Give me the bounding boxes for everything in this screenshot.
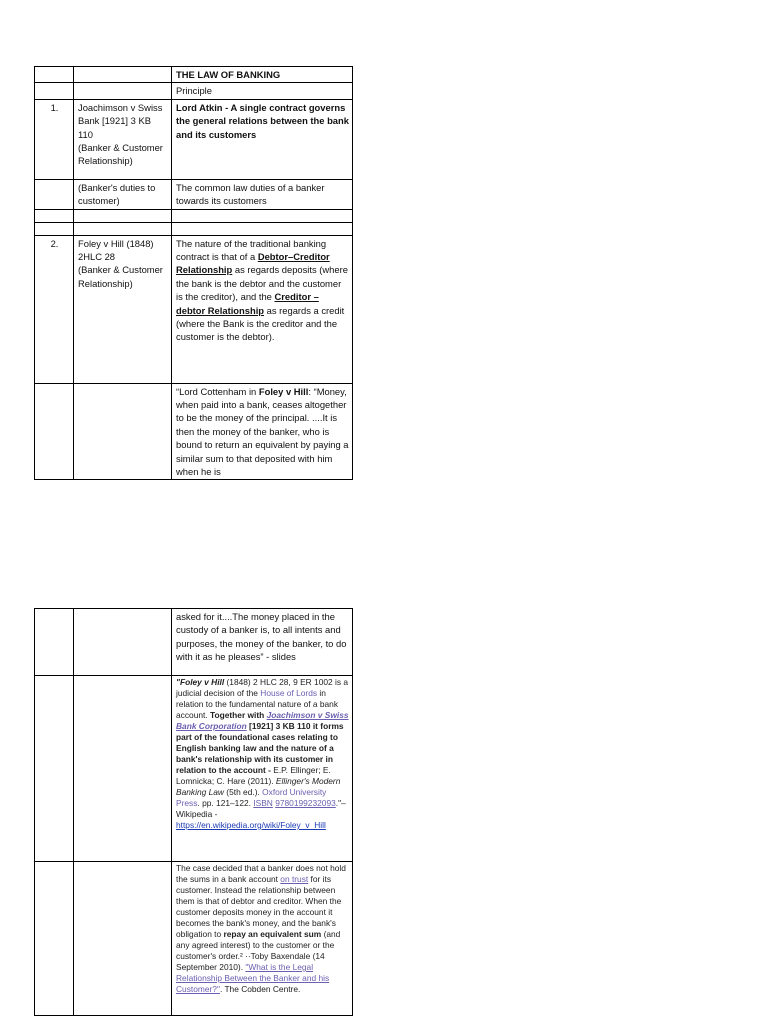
table-cell [74, 383, 172, 480]
case-cell [74, 235, 172, 383]
table-row [35, 862, 353, 1016]
table-cell [74, 609, 172, 676]
table-cell [35, 862, 74, 1016]
wikipedia-excerpt-cell: "Foley v Hill (1848) 2 HLC 28, 9 ER 1002 is a judicial decision of the House of Lords in relation to the fundamental nature of a bank account. Together with Joachimson v Swiss Bank Corporation [1921] 3 KB 110 it forms part of the foundational cases relating to English banking law and the nature of a bank's relationship with its customer in relation to the account - E.P. Ellinger; E. Lomnicka; C. Hare (2011). Ellinger's Modern Banking Law (5th ed.). Oxford University Press. pp. 121–122. ISBN 9780199232093."– Wikipedia - https://en.wikipedia.org/wiki/Foley_v_Hill [172, 676, 353, 862]
table-cell [74, 67, 172, 83]
wikipedia-url-link[interactable]: https://en.wikipedia.org/wiki/Foley_v_Hill [176, 820, 326, 830]
table-cell [35, 383, 74, 480]
oup-link[interactable]: Oxford University Press [176, 787, 327, 808]
table-row [35, 235, 353, 383]
isbn-link[interactable]: ISBN [253, 798, 273, 808]
table-row [35, 383, 353, 480]
principle-header: Principle [172, 83, 353, 99]
table-cell [35, 222, 74, 235]
table-row [35, 99, 353, 179]
banking-law-table-continued [34, 608, 353, 1016]
principle-cell: The nature of the traditional banking contract is that of a Debtor–Creditor Relationship as regards deposits (where the bank is the debtor and the customer is the creditor), and the Creditor – debtor Relationship as regards a credit (where the Bank is the creditor and the customer is the debtor). [172, 235, 353, 383]
case-category: (Banker & Customer Relationship) [78, 264, 163, 289]
principle-cell: Lord Atkin - A single contract governs the general relations between the bank and its customers [172, 99, 353, 179]
table-cell [74, 862, 172, 1016]
table-cell [172, 222, 353, 235]
row-number: 1. [35, 99, 74, 179]
quote-cell: “Lord Cottenham in Foley v Hill: “Money, when paid into a bank, ceases altogether to be the money of the principal. ....It is then the money of the banker, who is bound to return an equivalent by paying a similar sum to that deposited with him when he is [172, 383, 353, 480]
table-row [35, 222, 353, 235]
joachimson-link[interactable]: Joachimson v Swiss Bank Corporation [176, 710, 349, 731]
table-cell [74, 209, 172, 222]
table-cell [35, 83, 74, 99]
table-row [35, 209, 353, 222]
banking-law-table [34, 66, 353, 480]
table-row [35, 609, 353, 676]
table-cell [35, 209, 74, 222]
isbn-number-link[interactable]: 9780199232093 [275, 798, 336, 808]
table-cell [74, 676, 172, 862]
table-cell [35, 179, 74, 209]
case-name: Foley v Hill (1848) 2HLC 28 [78, 237, 154, 263]
table-cell [172, 209, 353, 222]
table-cell [35, 67, 74, 83]
case-cell [74, 99, 172, 179]
table-row [35, 179, 353, 209]
case-category: (Banker & Customer Relationship) [78, 142, 163, 167]
table-row [35, 67, 353, 83]
case-summary-cell: The case decided that a banker does not hold the sums in a bank account on trust for its customer. Instead the relationship between them is that of debtor and creditor. When the customer deposits money in the account it becomes the bank's money, and the bank's obligation to repay an equivalent sum (and any agreed interest) to the customer or the customer's order.² ··Toby Baxendale (14 September 2010). "What is the Legal Relationship Between the Banker and his Customer?". The Cobden Centre. [172, 862, 353, 1016]
table-title: THE LAW OF BANKING [172, 67, 353, 83]
row-number: 2. [35, 235, 74, 383]
table-row [35, 676, 353, 862]
table-cell [74, 83, 172, 99]
case-name: Joachimson v Swiss Bank [1921] 3 KB 110 [78, 101, 163, 140]
table-cell [74, 222, 172, 235]
table-row [35, 83, 353, 99]
case-cell: (Banker's duties to customer) [74, 179, 172, 209]
table-cell [35, 609, 74, 676]
principle-cell: The common law duties of a banker towards its customers [172, 179, 353, 209]
table-cell [35, 676, 74, 862]
on-trust-link[interactable]: on trust [280, 874, 309, 884]
quote-cell: asked for it....The money placed in the custody of a banker is, to all intents and purposes, the money of the banker, to do with it as he pleases” - slides [172, 609, 353, 676]
legal-relationship-link[interactable]: "What is the Legal Relationship Between the Banker and his Customer?" [176, 962, 330, 994]
house-of-lords-link[interactable]: House of Lords [260, 688, 318, 698]
